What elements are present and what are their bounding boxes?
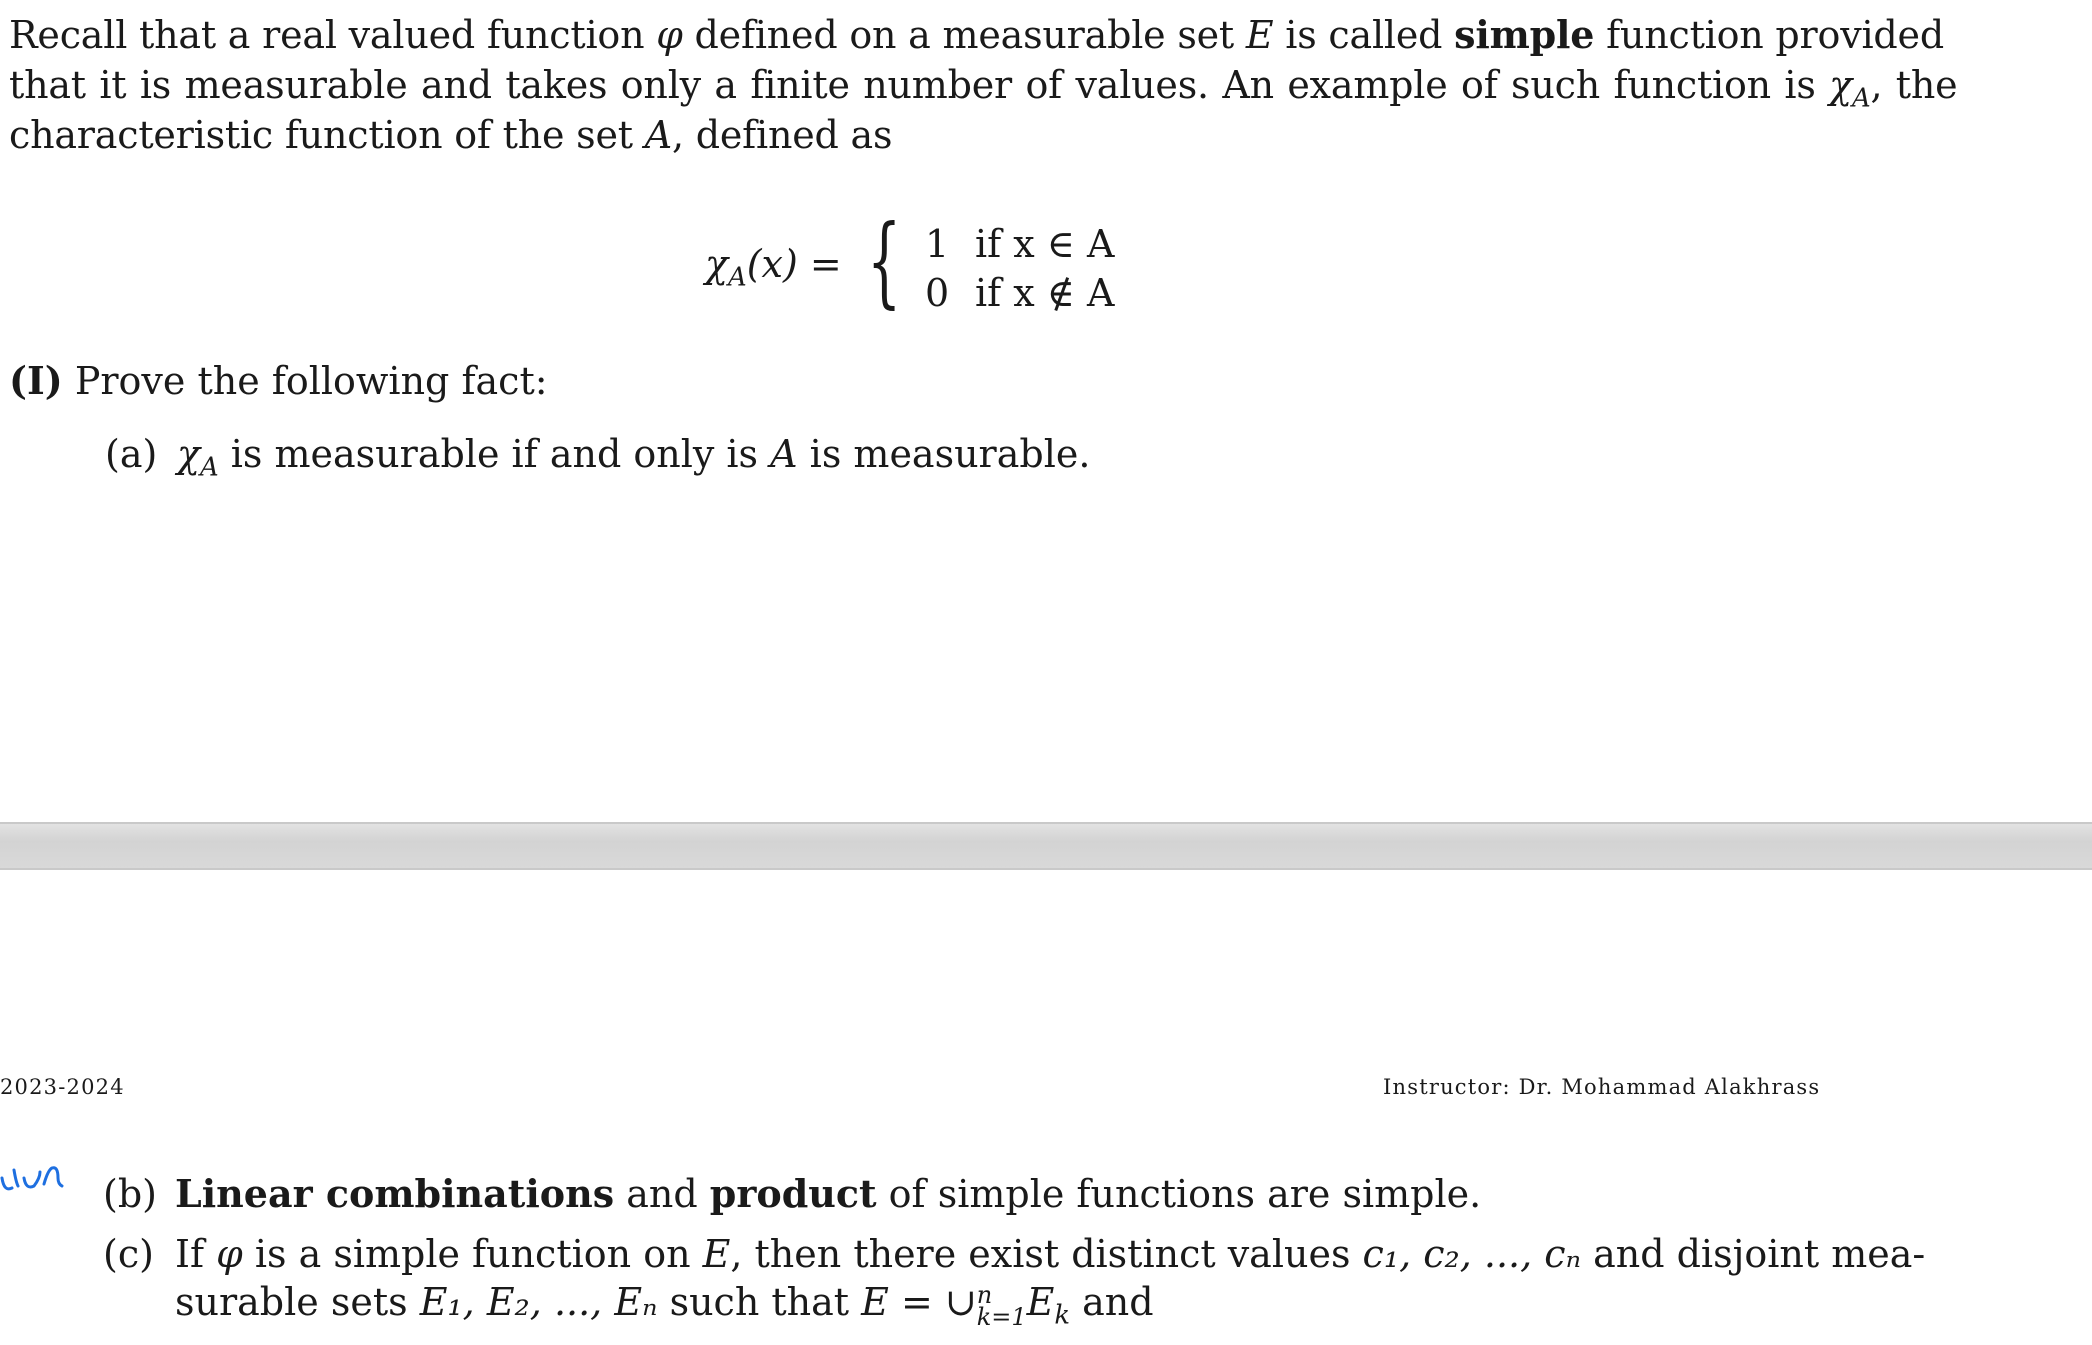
item-c-line-2: surable sets E₁, E₂, ..., Eₙ such that E = ∪ n k=1 $E_k$ and (175, 1280, 1154, 1331)
case-1: 1 if x ∈ A (925, 222, 1115, 266)
footer-instructor: Instructor: Dr. Mohammad Alakhrass (1383, 1075, 1821, 1099)
definition-lhs: $\chi_A(x)$ = (705, 242, 842, 293)
item-b: (b) Linear combinations and product of simple functions are simple. (103, 1171, 1482, 1216)
section-heading: (I) Prove the following fact: (9, 358, 548, 403)
item-c (103, 1230, 1926, 1331)
page-gap (0, 822, 2092, 870)
term-simple: simple (1454, 12, 1595, 57)
handwritten-annotation (0, 1148, 70, 1198)
definition-cases (925, 220, 1114, 318)
item-a: (a) $\chi_A$ is measurable if and only is A is measurable. (105, 432, 1091, 483)
cases-brace: { (867, 205, 902, 319)
case-2: 0 if x ∉ A (925, 271, 1115, 315)
intro-paragraph (9, 10, 1958, 160)
intro-line-1: Recall that a real valued function φ defined on a measurable set E is called simple function provided (9, 12, 1944, 57)
item-c-line-1: (c) If φ is a simple function on E, then there exist distinct values c₁, c₂, ..., cₙ and disjoint mea- (103, 1232, 1926, 1276)
footer-year: 2023-2024 (0, 1075, 125, 1099)
intro-line-2: that it is measurable and takes only a finite number of values. An example of such function is $\chi_A$, the (9, 63, 1958, 114)
intro-line-3: characteristic function of the set A, defined as (9, 113, 893, 157)
